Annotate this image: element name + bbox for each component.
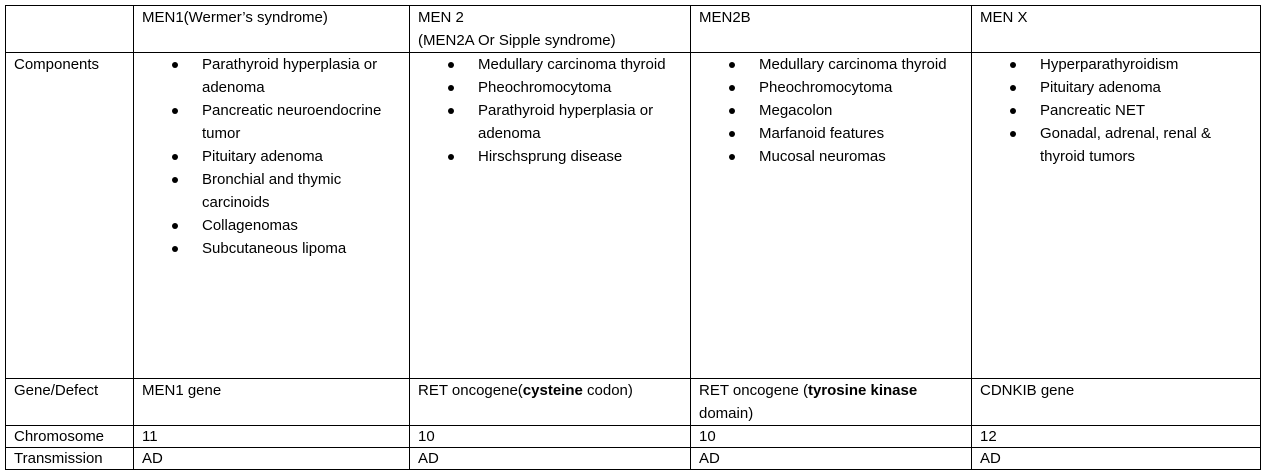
gene-men2b-bold: tyrosine kinase	[807, 382, 918, 399]
components-men2-cell	[410, 53, 691, 379]
chromosome-menx: 12	[972, 426, 1261, 448]
list-item: Pituitary adenoma	[1040, 76, 1260, 99]
transmission-men2b: AD	[691, 448, 972, 470]
components-label: Components	[6, 53, 134, 379]
list-item: Pheochromocytoma	[759, 76, 971, 99]
gene-menx: CDNKIB gene	[972, 379, 1261, 426]
list-item: Collagenomas	[202, 214, 409, 237]
header-corner-cell	[6, 6, 134, 53]
components-menx-list	[980, 53, 1260, 168]
chromosome-row	[6, 426, 1261, 448]
chromosome-men2: 10	[410, 426, 691, 448]
chromosome-label: Chromosome	[6, 426, 134, 448]
transmission-men2: AD	[410, 448, 691, 470]
components-men1-cell	[134, 53, 410, 379]
gene-men2-bold: cysteine	[522, 382, 583, 399]
list-item: Hirschsprung disease	[478, 145, 690, 168]
components-menx-cell	[972, 53, 1261, 379]
list-item: Parathyroid hyperplasia or adenoma	[478, 99, 690, 145]
header-men2	[410, 6, 691, 53]
list-item: Pancreatic NET	[1040, 99, 1260, 122]
list-item: Mucosal neuromas	[759, 145, 971, 168]
header-men1: MEN1(Wermer’s syndrome)	[134, 6, 410, 53]
gene-men2b-text-end: domain)	[699, 405, 754, 422]
components-row	[6, 53, 1261, 379]
list-item: Parathyroid hyperplasia or adenoma	[202, 53, 409, 99]
chromosome-men2b: 10	[691, 426, 972, 448]
list-item: Pancreatic neuroendocrine tumor	[202, 99, 409, 145]
transmission-menx: AD	[972, 448, 1261, 470]
list-item: Pheochromocytoma	[478, 76, 690, 99]
list-item: Megacolon	[759, 99, 971, 122]
gene-men1: MEN1 gene	[134, 379, 410, 426]
components-men2b-cell	[691, 53, 972, 379]
list-item: Bronchial and thymic carcinoids	[202, 168, 409, 214]
header-men2b: MEN2B	[691, 6, 972, 53]
gene-men2-text: RET oncogene(	[418, 382, 523, 399]
list-item: Marfanoid features	[759, 122, 971, 145]
transmission-men1: AD	[134, 448, 410, 470]
men-syndromes-table	[5, 5, 1261, 470]
header-men2-title: MEN 2	[418, 9, 464, 26]
components-men1-list	[142, 53, 409, 260]
components-men2-list	[418, 53, 690, 168]
list-item: Medullary carcinoma thyroid	[478, 53, 690, 76]
list-item: Hyperparathyroidism	[1040, 53, 1260, 76]
gene-men2-text-end: codon)	[582, 382, 633, 399]
list-item: Pituitary adenoma	[202, 145, 409, 168]
chromosome-men1: 11	[134, 426, 410, 448]
header-men2-subtitle: (MEN2A Or Sipple syndrome)	[418, 32, 616, 49]
gene-men2b-text: RET oncogene (	[699, 382, 808, 399]
transmission-row	[6, 448, 1261, 470]
components-men2b-list	[699, 53, 971, 168]
list-item: Gonadal, adrenal, renal & thyroid tumors	[1040, 122, 1260, 168]
gene-men2b	[691, 379, 972, 426]
gene-row	[6, 379, 1261, 426]
header-row	[6, 6, 1261, 53]
gene-men2	[410, 379, 691, 426]
header-menx: MEN X	[972, 6, 1261, 53]
transmission-label: Transmission	[6, 448, 134, 470]
list-item: Subcutaneous lipoma	[202, 237, 409, 260]
gene-label: Gene/Defect	[6, 379, 134, 426]
list-item: Medullary carcinoma thyroid	[759, 53, 971, 76]
